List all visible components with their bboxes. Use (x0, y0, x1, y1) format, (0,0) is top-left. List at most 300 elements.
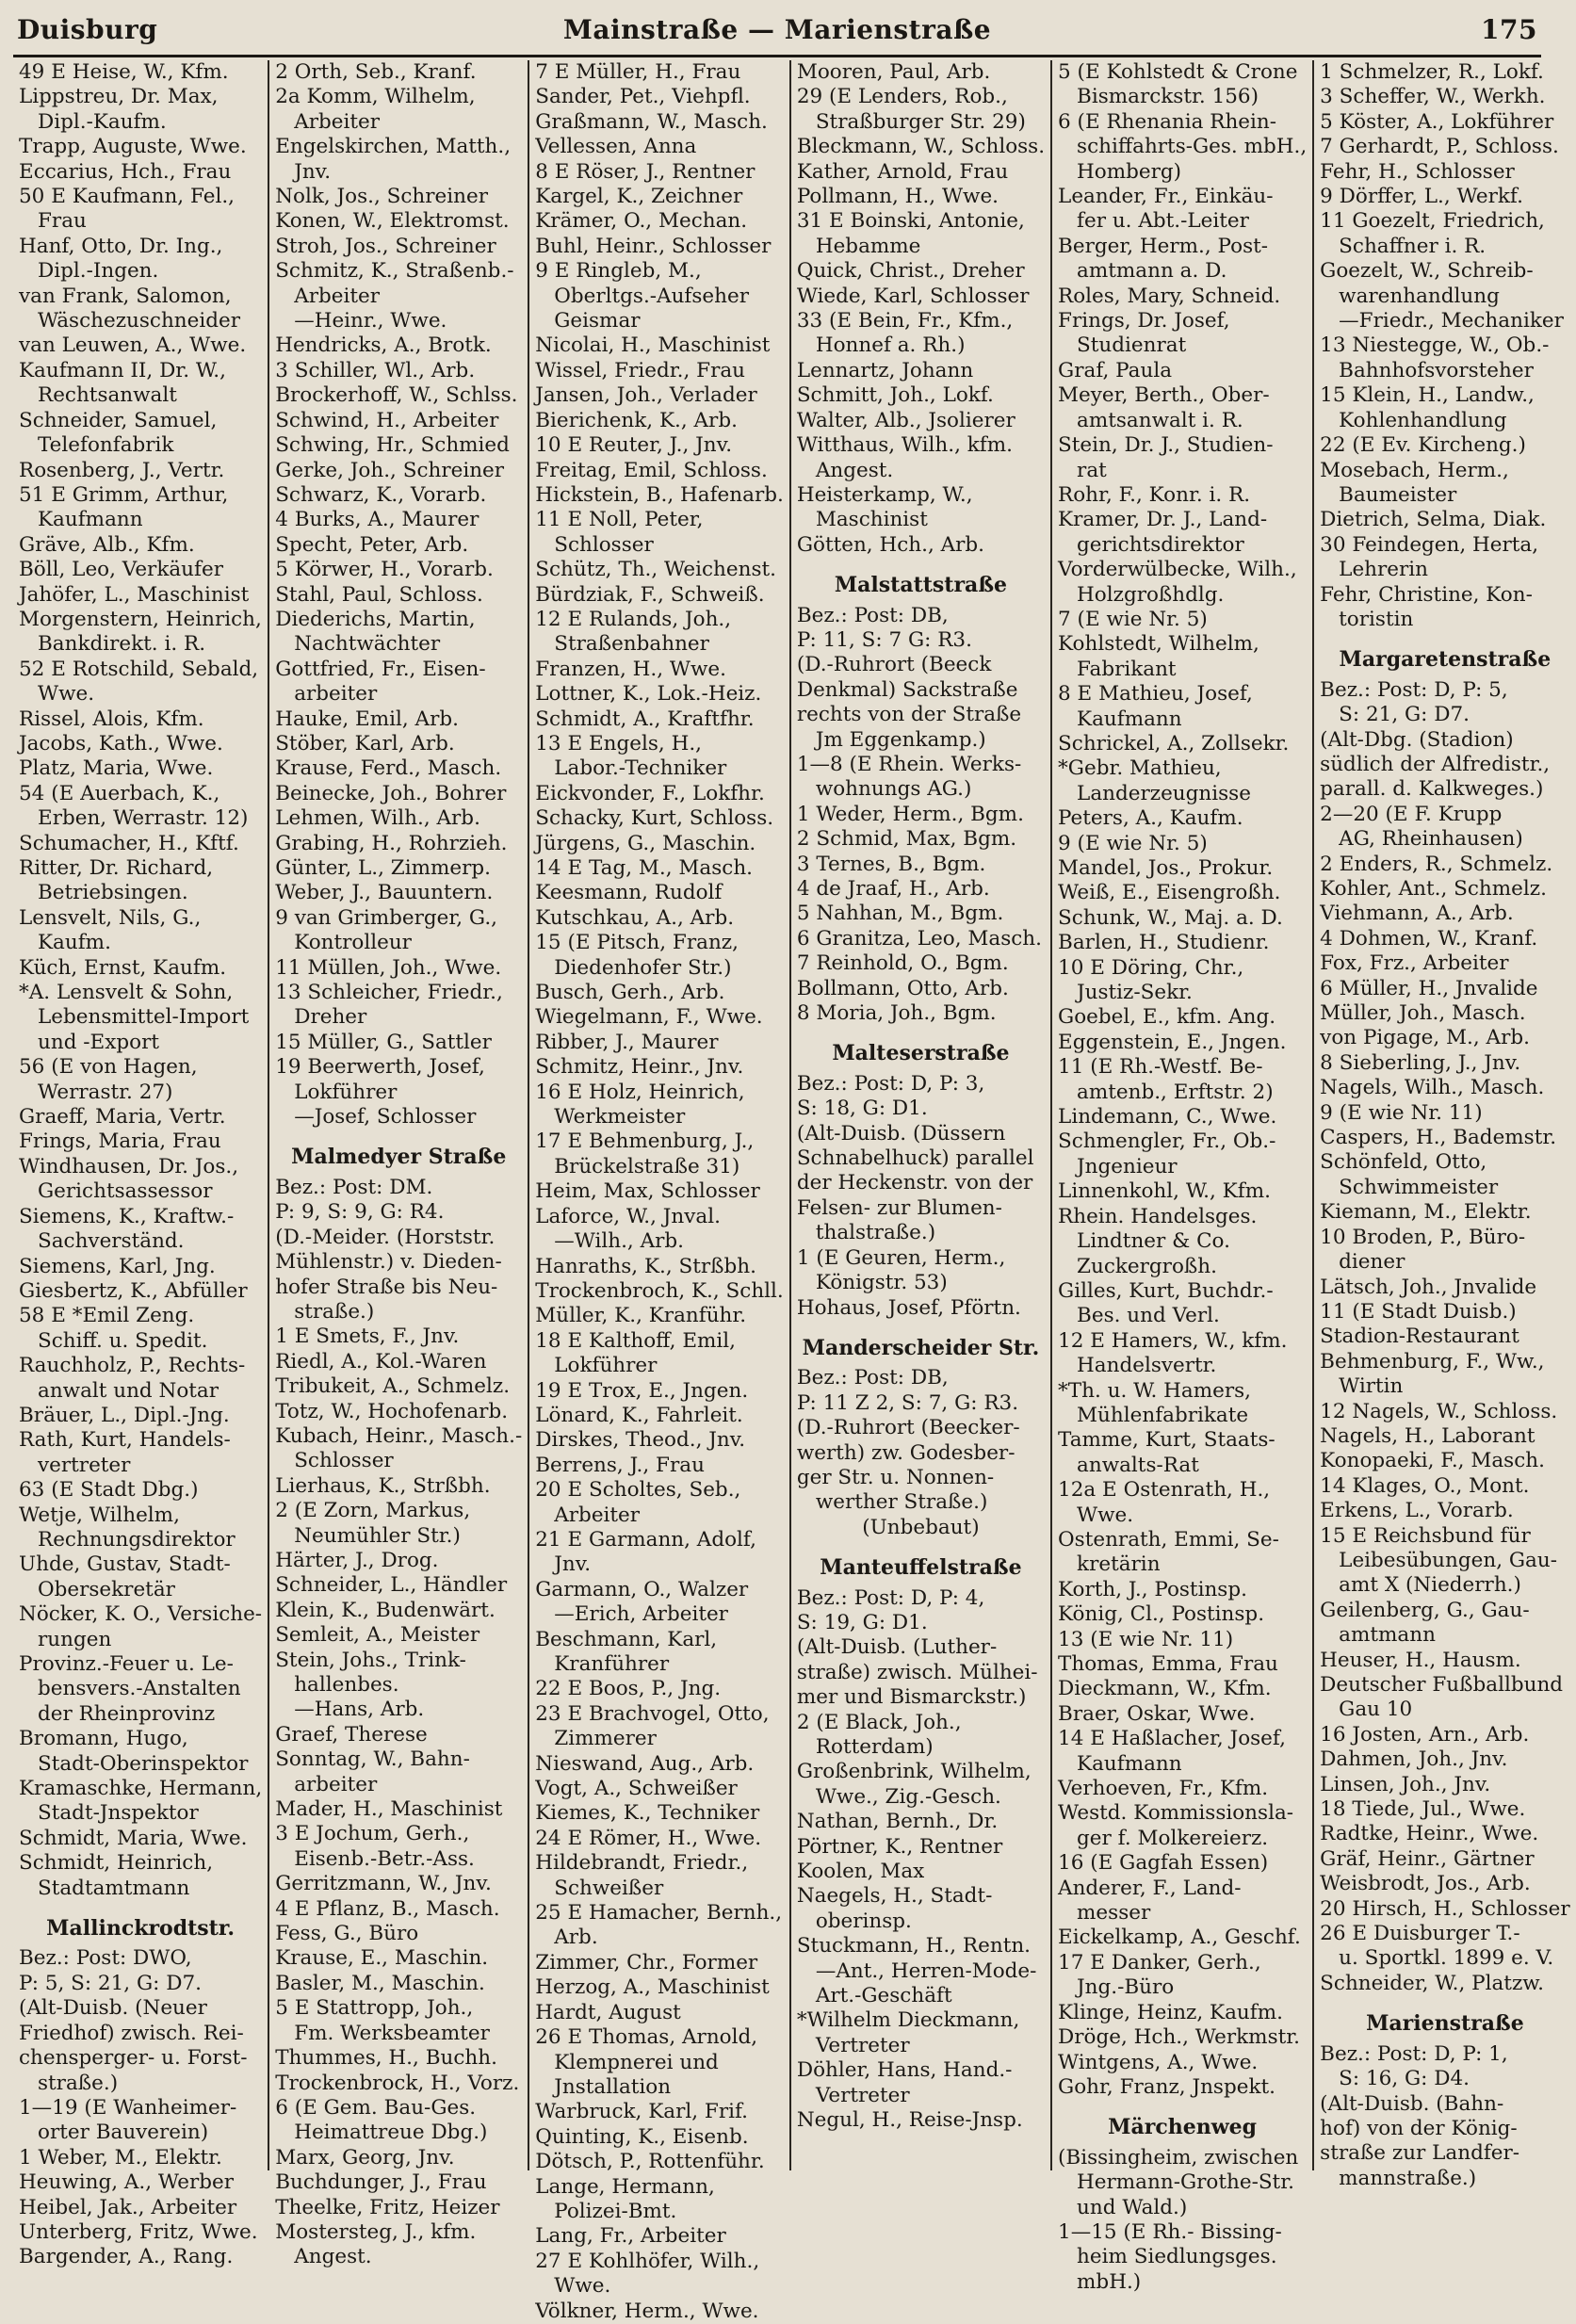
directory-entry: Bromann, Hugo, (19, 1727, 188, 1751)
directory-entry: Arb. (554, 1926, 598, 1950)
directory-entry: Lindtner & Co. (1077, 1229, 1230, 1254)
directory-entry: Anderer, F., Land- (1058, 1876, 1242, 1900)
directory-entry: Härter, J., Drog. (275, 1548, 439, 1572)
directory-entry: Linnenkohl, W., Kfm. (1058, 1179, 1271, 1204)
directory-entry: Kaufmann (1077, 1751, 1182, 1776)
directory-entry: Konen, W., Elektromst. (275, 209, 510, 234)
directory-entry: (Alt-Duisb. (Luther- (796, 1635, 998, 1660)
directory-entry: Stein, Johs., Trink- (275, 1648, 466, 1672)
directory-entry: Tribukeit, A., Schmelz. (275, 1374, 511, 1399)
directory-entry: Radtke, Heinr., Wwe. (1320, 1822, 1539, 1846)
directory-entry: Lokführer (294, 1080, 398, 1104)
directory-entry: 13 Schleicher, Friedr., (275, 981, 503, 1005)
directory-entry: Gerritzmann, W., Jnv. (275, 1872, 492, 1896)
directory-entry: Dirskes, Theod., Jnv. (535, 1428, 746, 1453)
directory-entry: Hanraths, K., Strßbh. (535, 1254, 756, 1278)
directory-entry: Hildebrandt, Friedr., (535, 1851, 749, 1876)
directory-entry: Felsen- zur Blumen- (796, 1195, 1002, 1220)
directory-entry: Mader, H., Maschinist (275, 1797, 503, 1822)
directory-entry: —Heinr., Wwe. (294, 309, 447, 333)
directory-entry: Mandel, Jos., Prokur. (1058, 856, 1274, 880)
directory-entry: Bankdirekt. i. R. (38, 632, 206, 657)
directory-entry: Vorderwülbecke, Wilh., (1058, 558, 1297, 582)
directory-entry: Straßenbahner (554, 632, 709, 657)
directory-entry: Kiemann, M., Elektr. (1320, 1200, 1532, 1225)
directory-entry: Fm. Werksbeamter (294, 2021, 490, 2045)
directory-entry: Nolk, Jos., Schreiner (275, 185, 488, 209)
directory-entry: Heim, Max, Schlosser (535, 1179, 760, 1204)
directory-entry: Küch, Ernst, Kaufm. (19, 955, 227, 980)
directory-entry: Bürdziak, F., Schweiß. (535, 582, 765, 607)
directory-entry: 1 (E Geuren, Herm., (796, 1245, 1006, 1270)
directory-entry: Schütz, Th., Weichenst. (535, 558, 776, 582)
directory-entry: mbH.) (1077, 2269, 1142, 2294)
directory-entry: Schweißer (554, 1876, 664, 1900)
directory-entry: Eisenb.-Betr.-Ass. (294, 1846, 475, 1871)
directory-entry: Völkner, Herm., Wwe. (535, 2299, 759, 2323)
directory-entry: Hanf, Otto, Dr. Ing., (19, 234, 223, 258)
directory-entry: anwalts-Rat (1077, 1453, 1199, 1477)
directory-entry: Wwe., Zig.-Gesch. (815, 1784, 1001, 1809)
directory-entry: oberinsp. (815, 1909, 912, 1933)
directory-entry: 12a E Ostenrath, H., (1058, 1478, 1271, 1503)
directory-entry: Lönard, K., Fahrleit. (535, 1403, 743, 1427)
directory-entry: anwalt und Notar (38, 1378, 219, 1403)
directory-entry: (Alt-Duisb. (Düssern (796, 1121, 1006, 1146)
directory-entry: Fox, Frz., Arbeiter (1320, 951, 1509, 976)
directory-entry: —Josef, Schlosser (294, 1105, 477, 1129)
directory-entry: 10 E Döring, Chr., (1058, 955, 1244, 980)
directory-entry: 19 Beerwerth, Josef, (275, 1055, 485, 1080)
directory-entry: Wiede, Karl, Schlosser (796, 284, 1030, 308)
directory-entry: Schwarz, K., Vorarb. (275, 482, 487, 507)
directory-entry: 7 Gerhardt, P., Schloss. (1320, 135, 1559, 159)
directory-entry: arbeiter (294, 1772, 378, 1796)
directory-entry: hallenbes. (294, 1673, 399, 1697)
column-1 (13, 60, 268, 2269)
directory-entry: diener (1339, 1250, 1405, 1275)
directory-entry: AG, Rheinhausen) (1339, 827, 1523, 852)
page-header (17, 6, 1537, 53)
directory-entry: Krämer, O., Mechan. (535, 209, 748, 234)
directory-entry: Schneider, Samuel, (19, 408, 218, 432)
column-3 (528, 60, 789, 2323)
street-heading: Manderscheider Str. (802, 1335, 1040, 1360)
directory-entry: 14 E Tag, M., Masch. (535, 856, 753, 880)
directory-entry: Schwimmeister (1339, 1175, 1499, 1199)
directory-entry: Thummes, H., Buchh. (275, 2046, 497, 2071)
directory-entry: Fehr, Christine, Kon- (1320, 582, 1533, 607)
directory-entry: Heisterkamp, W., (796, 482, 973, 507)
directory-entry: 3 Scheffer, W., Werkh. (1320, 85, 1546, 109)
directory-entry: Hickstein, B., Hafenarb. (535, 482, 784, 507)
directory-entry: Berger, Herm., Post- (1058, 234, 1269, 258)
directory-entry: Dietrich, Selma, Diak. (1320, 508, 1547, 532)
directory-entry: Bes. und Verl. (1077, 1304, 1220, 1328)
directory-entry: P: 9, S: 9, G: R4. (275, 1200, 445, 1225)
directory-entry: straße.) (294, 1299, 375, 1324)
directory-entry: Buchdunger, J., Frau (275, 2170, 487, 2195)
directory-entry: Beinecke, Joh., Bohrer (275, 781, 507, 805)
directory-entry: Wissel, Friedr., Frau (535, 358, 746, 382)
directory-entry: Wwe. (38, 682, 95, 707)
directory-entry: Hermann-Grothe-Str. (1077, 2170, 1294, 2195)
directory-entry: Lehmen, Wilh., Arb. (275, 806, 480, 831)
directory-entry: Witthaus, Wilh., kfm. (796, 433, 1013, 458)
directory-entry: Wintgens, A., Wwe. (1058, 2050, 1259, 2074)
directory-entry: Erben, Werrastr. 12) (38, 806, 249, 831)
street-heading: Mallinckrodtstr. (46, 1916, 236, 1942)
directory-entry: Erkens, L., Vorarb. (1320, 1499, 1514, 1523)
directory-entry: 10 E Reuter, J., Jnv. (535, 433, 733, 458)
directory-entry: P: 11, S: 7 G: R3. (796, 627, 972, 652)
directory-entry: Trapp, Auguste, Wwe. (19, 135, 247, 159)
directory-entry: fer u. Abt.-Leiter (1077, 209, 1249, 234)
directory-entry: Quinting, K., Eisenb. (535, 2124, 749, 2149)
directory-entry: Stadion-Restaurant (1320, 1325, 1519, 1349)
directory-entry: mannstraße.) (1339, 2166, 1477, 2190)
directory-entry: orter Bauverein) (38, 2121, 209, 2145)
directory-entry: Schmitz, Heinr., Jnv. (535, 1055, 744, 1080)
directory-entry: toristin (1339, 607, 1414, 631)
directory-entry: Rotterdam) (815, 1735, 934, 1759)
directory-entry: Arbeiter (294, 284, 381, 308)
directory-entry: 11 Müllen, Joh., Wwe. (275, 955, 502, 980)
directory-entry: Nöcker, K. O., Versiche- (19, 1602, 263, 1627)
directory-entry: Lottner, K., Lok.-Heiz. (535, 682, 762, 707)
directory-entry: Bollmann, Otto, Arb. (796, 976, 1009, 1000)
directory-entry: Müller, K., Kranführ. (535, 1304, 747, 1328)
directory-entry: Riedl, A., Kol.-Waren (275, 1349, 487, 1373)
directory-entry: Handelsvertr. (1077, 1354, 1217, 1378)
directory-entry: Jnv. (294, 159, 332, 184)
directory-entry: hofer Straße bis Neu- (275, 1275, 498, 1299)
directory-entry: Dröge, Hch., Werkmstr. (1058, 2025, 1300, 2050)
directory-entry: 13 (E wie Nr. 11) (1058, 1627, 1234, 1651)
directory-entry: Schneider, W., Platzw. (1320, 1971, 1544, 1995)
directory-entry: 6 Granitza, Leo, Masch. (796, 926, 1042, 951)
directory-entry: Bierichenk, K., Arb. (535, 408, 738, 432)
directory-entry: 4 de Jraaf, H., Arb. (796, 877, 990, 901)
directory-entry: 2a Komm, Wilhelm, (275, 85, 476, 109)
directory-entry: 54 (E Auerbach, K., (19, 781, 220, 805)
directory-entry: 15 (E Pitsch, Franz, (535, 931, 739, 955)
directory-entry: *Wilhelm Dieckmann, (796, 2008, 1020, 2033)
directory-entry: ger Str. u. Nonnen- (796, 1465, 995, 1489)
directory-entry: 22 E Boos, P., Jng. (535, 1677, 722, 1701)
directory-entry: Ostenrath, Emmi, Se- (1058, 1527, 1279, 1552)
directory-entry: Roles, Mary, Schneid. (1058, 284, 1281, 308)
directory-entry: Heuwing, A., Werber (19, 2170, 235, 2195)
directory-entry: kretärin (1077, 1552, 1161, 1577)
street-heading: Manteuffelstraße (820, 1555, 1022, 1581)
directory-entry: Trockenbroch, K., Schll. (535, 1278, 784, 1303)
directory-entry: P: 11 Z 2, S: 7, G: R3. (796, 1390, 1019, 1415)
street-heading: Marienstraße (1366, 2011, 1524, 2037)
column-5 (1050, 60, 1312, 2294)
directory-entry: (D.-Ruhrort (Beeck (796, 653, 992, 677)
directory-entry: Justiz-Sekr. (1077, 981, 1193, 1005)
directory-entry: Geismar (554, 309, 641, 333)
directory-entry: 4 E Pflanz, B., Masch. (275, 1896, 500, 1921)
directory-entry: Kather, Arnold, Frau (796, 159, 1009, 184)
directory-entry: 5 (E Kohlstedt & Crone (1058, 60, 1298, 84)
directory-entry: Bahnhofsvorsteher (1339, 358, 1534, 382)
street-heading: Malstattstraße (834, 573, 1008, 598)
directory-entry: Jansen, Joh., Verlader (535, 383, 757, 408)
directory-entry: Kubach, Heinr., Masch.- (275, 1423, 523, 1448)
directory-entry: Kaufm. (38, 931, 111, 955)
directory-entry: Lensvelt, Nils, G., (19, 905, 202, 930)
directory-entry: Bez.: Post: DB, (796, 1366, 949, 1390)
directory-entry: 52 E Rotschild, Sebald, (19, 657, 259, 681)
directory-entry: Vellessen, Anna (535, 135, 697, 159)
directory-entry: warenhandlung (1339, 284, 1500, 308)
directory-entry: Schwind, H., Arbeiter (275, 408, 499, 432)
directory-entry: amtmann (1339, 1623, 1436, 1648)
directory-entry: thalstraße.) (815, 1221, 936, 1245)
directory-entry: —Friedr., Mechaniker (1339, 309, 1564, 333)
directory-entry: Schmengler, Fr., Ob.- (1058, 1129, 1276, 1154)
directory-entry: Jürgens, G., Maschin. (535, 831, 756, 855)
directory-entry: 2 (E Black, Joh., (796, 1710, 962, 1734)
directory-entry: rechts von der Straße (796, 703, 1022, 727)
directory-entry: Schaffner i. R. (1339, 234, 1487, 258)
directory-entry: Kaufmann (1077, 707, 1182, 731)
directory-entry: messer (1077, 1901, 1151, 1926)
directory-entry: Kutschkau, A., Arb. (535, 905, 735, 930)
directory-entry: Keesmann, Rudolf (535, 881, 723, 905)
directory-entry: Polizei-Bmt. (554, 2199, 677, 2223)
directory-entry: 27 E Kohlhöfer, Wilh., (535, 2249, 760, 2273)
directory-entry: Jm Eggenkamp.) (815, 727, 986, 752)
directory-entry: Schneider, L., Händler (275, 1573, 508, 1598)
directory-entry: Wirtin (1339, 1374, 1404, 1399)
directory-entry: Labor.-Techniker (554, 756, 727, 781)
directory-entry: 11 Goezelt, Friedrich, (1320, 209, 1545, 234)
directory-entry: u. Sportkl. 1899 e. V. (1339, 1946, 1554, 1971)
directory-entry: van Frank, Salomon, (19, 284, 232, 308)
directory-entry: Schmidt, A., Kraftfhr. (535, 707, 755, 731)
directory-entry: Engelskirchen, Matth., (275, 135, 512, 159)
directory-entry: Rissel, Alois, Kfm. (19, 707, 204, 731)
directory-entry: 15 E Reichsbund für (1320, 1523, 1531, 1548)
directory-entry: straße zur Landfer- (1320, 2141, 1520, 2166)
directory-entry: Honnef a. Rh.) (815, 333, 966, 358)
directory-entry: 26 E Duisburger T.- (1320, 1922, 1520, 1946)
directory-entry: Hendricks, A., Brotk. (275, 333, 492, 358)
directory-entry: Heimattreue Dbg.) (294, 2121, 488, 2145)
directory-entry: arbeiter (294, 682, 378, 707)
directory-entry: Friedhof) zwisch. Rei- (19, 2021, 244, 2045)
directory-entry: amtsanwalt i. R. (1077, 408, 1243, 432)
directory-entry: Jnstallation (554, 2074, 672, 2099)
directory-entry: 33 (E Bein, Fr., Kfm., (796, 309, 1014, 333)
directory-entry: Neumühler Str.) (294, 1523, 461, 1548)
directory-entry: 9 (E wie Nr. 5) (1058, 831, 1208, 855)
directory-entry: Rechtsanwalt (38, 383, 177, 408)
directory-entry: Gerichtsassessor (38, 1179, 213, 1204)
directory-entry: Stadt-Oberinspektor (38, 1751, 249, 1776)
directory-entry: 4 Burks, A., Maurer (275, 508, 479, 532)
directory-entry: Konopaeki, F., Masch. (1320, 1449, 1545, 1473)
directory-entry: Vogt, A., Schweißer (535, 1777, 738, 1801)
directory-entry: Caspers, H., Bademstr. (1320, 1126, 1557, 1150)
directory-entry: Korth, J., Postinsp. (1058, 1577, 1247, 1601)
directory-entry: Dipl.-Ingen. (38, 259, 159, 284)
directory-entry: Bez.: Post: D, P: 4, (796, 1585, 985, 1610)
directory-entry: Stadt-Jnspektor (38, 1801, 199, 1826)
directory-entry: Unterberg, Fritz, Wwe. (19, 2219, 258, 2244)
directory-entry: 16 (E Gagfah Essen) (1058, 1851, 1269, 1876)
directory-entry: Leander, Fr., Einkäu- (1058, 185, 1274, 209)
directory-entry: Bez.: Post: D, P: 3, (796, 1071, 985, 1096)
directory-entry: Baumeister (1339, 482, 1457, 507)
directory-entry: Weber, J., Bauuntern. (275, 881, 494, 905)
directory-entry: Götten, Hch., Arb. (796, 532, 985, 557)
directory-entry: Rechnungsdirektor (38, 1527, 236, 1552)
street-heading: Malmedyer Straße (291, 1145, 507, 1170)
directory-entry: 13 E Engels, H., (535, 731, 702, 756)
directory-entry: 2 (E Zorn, Markus, (275, 1499, 471, 1523)
directory-entry: Eccarius, Hch., Frau (19, 159, 232, 184)
directory-entry: rat (1077, 458, 1107, 482)
directory-entry: —Wilh., Arb. (554, 1229, 684, 1254)
directory-entry: 1 E Smets, F., Jnv. (275, 1325, 460, 1349)
directory-entry: Kohler, Ant., Schmelz. (1320, 877, 1547, 901)
directory-entry: wohnungs AG.) (815, 777, 972, 802)
page-number: 175 (1481, 13, 1537, 45)
directory-entry: heim Siedlungsges. (1077, 2245, 1277, 2269)
directory-entry: Bez.: Post: D, P: 1, (1320, 2041, 1508, 2066)
directory-entry: gerichtsdirektor (1077, 532, 1244, 557)
directory-entry: Siemens, K., Kraftw.- (19, 1204, 235, 1228)
directory-entry: —Erich, Arbeiter (554, 1602, 728, 1627)
directory-entry: S: 18, G: D1. (796, 1097, 928, 1121)
directory-entry: Wwe. (1077, 1503, 1134, 1527)
directory-entry: (Bissingheim, zwischen (1058, 2145, 1299, 2170)
directory-entry: der Heckenstr. von der (796, 1171, 1033, 1195)
directory-entry: Bez.: Post: DM. (275, 1175, 433, 1199)
directory-entry: Müller, Joh., Masch. (1320, 1001, 1526, 1026)
columns-container (13, 60, 1570, 2323)
directory-entry: Bez.: Post: DB, (796, 603, 949, 627)
directory-entry: *Th. u. W. Hamers, (1058, 1378, 1252, 1403)
directory-entry: Stadtamtmann (38, 1876, 190, 1900)
directory-entry: Bleckmann, W., Schloss. (796, 135, 1046, 159)
directory-entry: Barlen, H., Studienr. (1058, 931, 1270, 955)
directory-entry: Siemens, Karl, Jng. (19, 1254, 216, 1278)
directory-entry: Schumacher, H., Kftf. (19, 831, 239, 855)
directory-entry: Goezelt, W., Schreib- (1320, 259, 1534, 284)
directory-entry: P: 5, S: 21, G: D7. (19, 1971, 202, 1995)
directory-entry: Dahmen, Joh., Jnv. (1320, 1747, 1508, 1772)
directory-entry: 12 E Hamers, W., kfm. (1058, 1328, 1288, 1353)
directory-entry: Lippstreu, Dr. Max, (19, 85, 219, 109)
directory-entry: Freitag, Emil, Schloss. (535, 458, 768, 482)
directory-entry: Eickvonder, F., Lokfhr. (535, 781, 765, 805)
directory-entry: Frings, Maria, Frau (19, 1129, 221, 1154)
directory-entry: Platz, Maria, Wwe. (19, 756, 214, 781)
directory-entry: Verhoeven, Fr., Kfm. (1058, 1777, 1269, 1801)
directory-entry: Bez.: Post: DWO, (19, 1946, 192, 1971)
directory-entry: Gau 10 (1339, 1698, 1413, 1722)
directory-entry: 20 E Scholtes, Seb., (535, 1478, 741, 1503)
directory-entry: Koolen, Max (796, 1860, 925, 1884)
street-range: Mainstraße — Marienstraße (562, 13, 992, 45)
directory-entry: Stahl, Paul, Schloss. (275, 582, 483, 607)
directory-entry: 12 E Rulands, Joh., (535, 607, 732, 631)
directory-entry: Nieswand, Aug., Arb. (535, 1751, 755, 1776)
directory-entry: Grabing, H., Rohrzieh. (275, 831, 508, 855)
directory-entry: 18 Tiede, Jul., Wwe. (1320, 1797, 1526, 1822)
directory-entry: 17 E Danker, Gerh., (1058, 1950, 1261, 1975)
directory-entry: Ribber, J., Maurer (535, 1030, 719, 1054)
directory-entry: Arbeiter (554, 1503, 641, 1527)
street-heading: Malteserstraße (832, 1041, 1010, 1066)
directory-entry: Holzgroßhdlg. (1077, 582, 1225, 607)
directory-entry: Heibel, Jak., Arbeiter (19, 2195, 237, 2219)
directory-entry: Lehrerin (1339, 558, 1429, 582)
directory-entry: 20 Hirsch, H., Schlosser (1320, 1896, 1570, 1921)
directory-entry: Schmitz, K., Straßenb.- (275, 259, 514, 284)
directory-entry: 19 E Trox, E., Jngen. (535, 1378, 749, 1403)
directory-entry: 25 E Hamacher, Bernh., (535, 1901, 783, 1926)
directory-entry: Windhausen, Dr. Jos., (19, 1154, 239, 1178)
directory-entry: bensvers.-Anstalten (38, 1677, 241, 1701)
directory-entry: 10 Broden, P., Büro- (1320, 1225, 1526, 1249)
directory-entry: Berrens, J., Frau (535, 1453, 705, 1477)
directory-entry: Semleit, A., Meister (275, 1623, 480, 1648)
directory-entry: Kargel, K., Zeichner (535, 185, 743, 209)
directory-entry: 1 Weber, M., Elektr. (19, 2145, 222, 2170)
directory-entry: Meyer, Berth., Ober- (1058, 383, 1270, 408)
directory-entry: Diederichs, Martin, (275, 607, 476, 631)
directory-entry: Schunk, W., Maj. a. D. (1058, 905, 1283, 930)
directory-entry: 49 E Heise, W., Kfm. (19, 60, 229, 84)
directory-entry: Franzen, H., Wwe. (535, 657, 726, 681)
directory-entry: Mühlenfabrikate (1077, 1403, 1249, 1427)
directory-entry: (D.-Ruhrort (Beecker- (796, 1416, 1020, 1440)
directory-entry: Goebel, E., kfm. Ang. (1058, 1005, 1276, 1030)
directory-entry: Bismarckstr. 156) (1077, 85, 1259, 109)
directory-entry: Oberltgs.-Aufseher (554, 284, 749, 308)
directory-entry: Buhl, Heinr., Schlosser (535, 234, 772, 258)
directory-entry: Fess, G., Büro (275, 1922, 419, 1946)
directory-entry: 3 E Jochum, Gerh., (275, 1822, 470, 1846)
directory-entry: 2 Orth, Seb., Kranf. (275, 60, 477, 84)
directory-entry: 8 E Mathieu, Josef, (1058, 682, 1253, 707)
directory-entry: Eickelkamp, A., Geschf. (1058, 1926, 1301, 1950)
directory-entry: Brockerhoff, W., Schlss. (275, 383, 518, 408)
directory-entry: 1 Weder, Herm., Bgm. (796, 802, 1024, 826)
directory-entry: Telefonfabrik (38, 433, 174, 458)
directory-entry: Schönfeld, Otto, (1320, 1150, 1487, 1175)
directory-entry: 63 (E Stadt Dbg.) (19, 1478, 199, 1503)
directory-entry: werth) zw. Godesber- (796, 1440, 1015, 1465)
directory-entry: Ritter, Dr. Richard, (19, 856, 214, 880)
directory-entry: Zuckergroßh. (1077, 1254, 1217, 1278)
directory-entry: 6 (E Rhenania Rhein- (1058, 109, 1277, 134)
directory-entry: Schlosser (294, 1449, 394, 1473)
directory-entry: 5 Köster, A., Lokführer (1320, 109, 1554, 134)
directory-entry: Dipl.-Kaufm. (38, 109, 167, 134)
directory-entry: Wetje, Wilhelm, (19, 1503, 180, 1527)
directory-entry: Krause, E., Maschin. (275, 1946, 489, 1971)
directory-entry: Specht, Peter, Arb. (275, 532, 469, 557)
directory-entry: Leibesübungen, Gau- (1339, 1548, 1557, 1572)
directory-entry: Mooren, Paul, Arb. (796, 60, 991, 84)
